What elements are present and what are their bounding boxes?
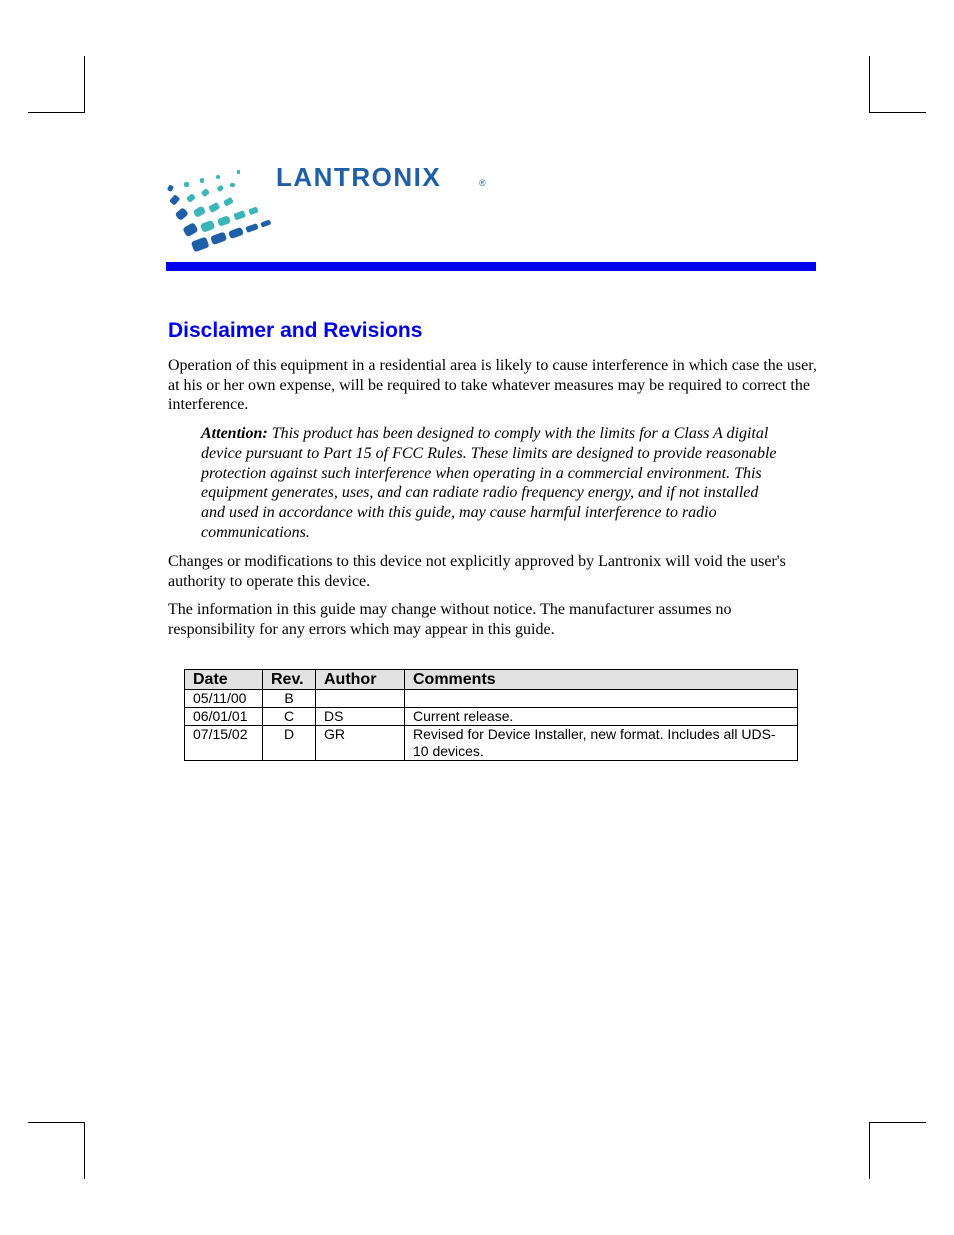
attention-text: This product has been designed to comply with the limits for a Class A digital device pursuant to Part 15 of FCC Rules. These limits are designed to provide reasonable protection against such interference when operating in a commercial environment. This equipment generates, uses, and can radiate radio frequency energy, and if not installed and used in accordance with this guide, may cause harmful interference to radio communications. bbox=[201, 425, 777, 541]
table-row bbox=[185, 708, 798, 726]
cell-date: 05/11/00 bbox=[185, 690, 263, 708]
crop-mark-bottom-right-vertical bbox=[869, 1122, 870, 1179]
attention-note bbox=[201, 424, 786, 543]
table-row bbox=[185, 726, 798, 761]
column-header-rev: Rev. bbox=[263, 670, 316, 690]
cell-author: GR bbox=[316, 726, 405, 761]
attention-label: Attention: bbox=[201, 425, 268, 442]
crop-mark-bottom-left-horizontal bbox=[28, 1122, 85, 1123]
crop-mark-bottom-right-horizontal bbox=[869, 1122, 926, 1123]
column-header-author: Author bbox=[316, 670, 405, 690]
cell-rev: C bbox=[263, 708, 316, 726]
logo-wordmark: LANTRONIX bbox=[276, 162, 442, 192]
table-header-row bbox=[185, 670, 798, 690]
cell-comments: Revised for Device Installer, new format. Includes all UDS-10 devices. bbox=[405, 726, 798, 761]
residential-interference-paragraph: Operation of this equipment in a residential area is likely to cause interference in which case the user, at his or her own expense, will be required to take whatever measures may be required to correct the interference. bbox=[168, 357, 817, 414]
crop-mark-top-left-vertical bbox=[84, 56, 85, 113]
cell-rev: B bbox=[263, 690, 316, 708]
registered-mark: ® bbox=[479, 178, 486, 188]
crop-mark-top-right-vertical bbox=[869, 56, 870, 113]
crop-mark-top-right-horizontal bbox=[869, 112, 926, 113]
modifications-paragraph: Changes or modifications to this device not explicitly approved by Lantronix will void the user's authority to operate this device. bbox=[168, 553, 786, 590]
table-row bbox=[185, 690, 798, 708]
cell-date: 06/01/01 bbox=[185, 708, 263, 726]
information-change-paragraph: The information in this guide may change without notice. The manufacturer assumes no responsibility for any errors which may appear in this guide. bbox=[168, 601, 732, 638]
header-rule bbox=[166, 262, 816, 271]
column-header-comments: Comments bbox=[405, 670, 798, 690]
cell-comments bbox=[405, 690, 798, 708]
cell-author: DS bbox=[316, 708, 405, 726]
crop-mark-top-left-horizontal bbox=[28, 112, 85, 113]
crop-mark-bottom-left-vertical bbox=[84, 1122, 85, 1179]
cell-comments: Current release. bbox=[405, 708, 798, 726]
column-header-date: Date bbox=[185, 670, 263, 690]
cell-author bbox=[316, 690, 405, 708]
cell-date: 07/15/02 bbox=[185, 726, 263, 761]
revision-history-table bbox=[184, 669, 798, 761]
cell-rev: D bbox=[263, 726, 316, 761]
page-title: Disclaimer and Revisions bbox=[168, 319, 423, 342]
